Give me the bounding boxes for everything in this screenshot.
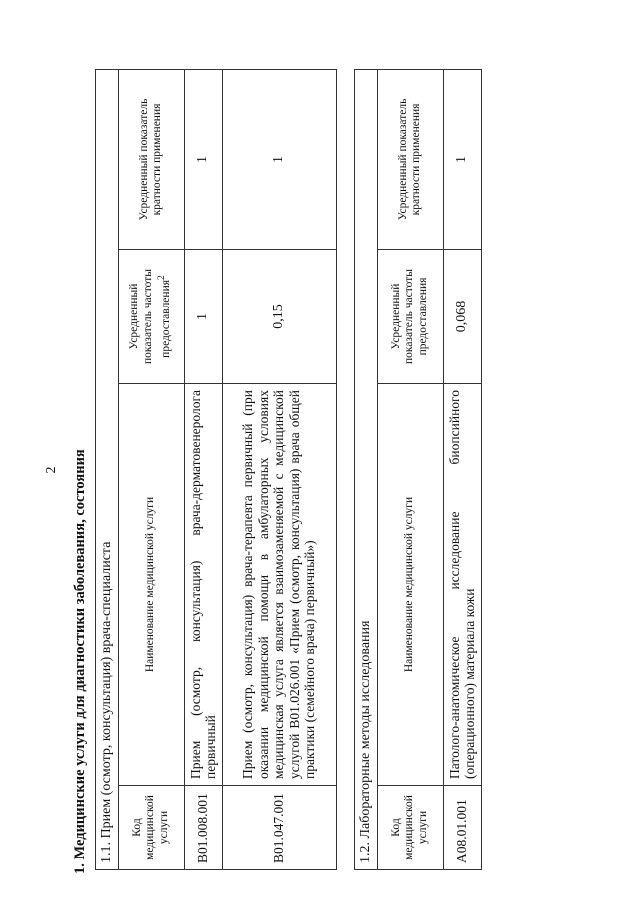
table-row (443, 69, 481, 869)
frequency-value: 0,068 (443, 250, 481, 384)
service-code: B01.008.001 (184, 786, 222, 870)
column-header-code: Код медицинской услуги (377, 786, 443, 870)
service-name: Прием (осмотр, консультация) врача-терапевта первичный (при оказании медицинской помощи в амбулаторных условиях медицинская услуга является взаимозаменяемой с медицинской услугой B01.026.001 «Прием (осмотр, консультация) врача общей практики (семейного врача) первичный») (222, 384, 336, 786)
table-row (184, 69, 222, 869)
service-name: Патолого-анатомическое исследование биопсийного (операционного) материала кожи (443, 384, 481, 786)
rotated-page (44, 60, 610, 880)
multiplicity-value: 1 (443, 69, 481, 249)
column-header-code: Код медицинской услуги (118, 786, 184, 870)
frequency-value: 0,15 (222, 250, 336, 384)
multiplicity-value: 1 (222, 69, 336, 249)
frequency-value: 1 (184, 250, 222, 384)
table-laboratory (354, 69, 482, 870)
column-header-name: Наименование медицинской услуги (377, 384, 443, 786)
multiplicity-value: 1 (184, 69, 222, 249)
column-header-multiplicity: Усредненный показатель кратности применения (118, 69, 184, 249)
service-code: B01.047.001 (222, 786, 336, 870)
frequency-header-text: Усредненный показатель частоты предоставления (128, 269, 173, 364)
column-header-multiplicity: Усредненный показатель кратности применения (377, 69, 443, 249)
column-header-frequency (118, 250, 184, 384)
table-caption: 1.1. Прием (осмотр, консультация) врача-специалиста (96, 69, 119, 869)
table-caption: 1.2. Лабораторные методы исследования (355, 69, 378, 869)
footnote-mark: 2 (156, 275, 168, 280)
table-row (222, 69, 336, 869)
table-consultations (95, 69, 337, 870)
section-heading: 1. Медицинские услуги для диагностики заболевания, состояния (72, 449, 88, 874)
service-code: A08.01.001 (443, 786, 481, 870)
service-name: Прием (осмотр, консультация) врача-дерматовенеролога первичный (184, 384, 222, 786)
column-header-frequency: Усредненный показатель частоты предоставления (377, 250, 443, 384)
column-header-name: Наименование медицинской услуги (118, 384, 184, 786)
page-number: 2 (44, 466, 59, 474)
